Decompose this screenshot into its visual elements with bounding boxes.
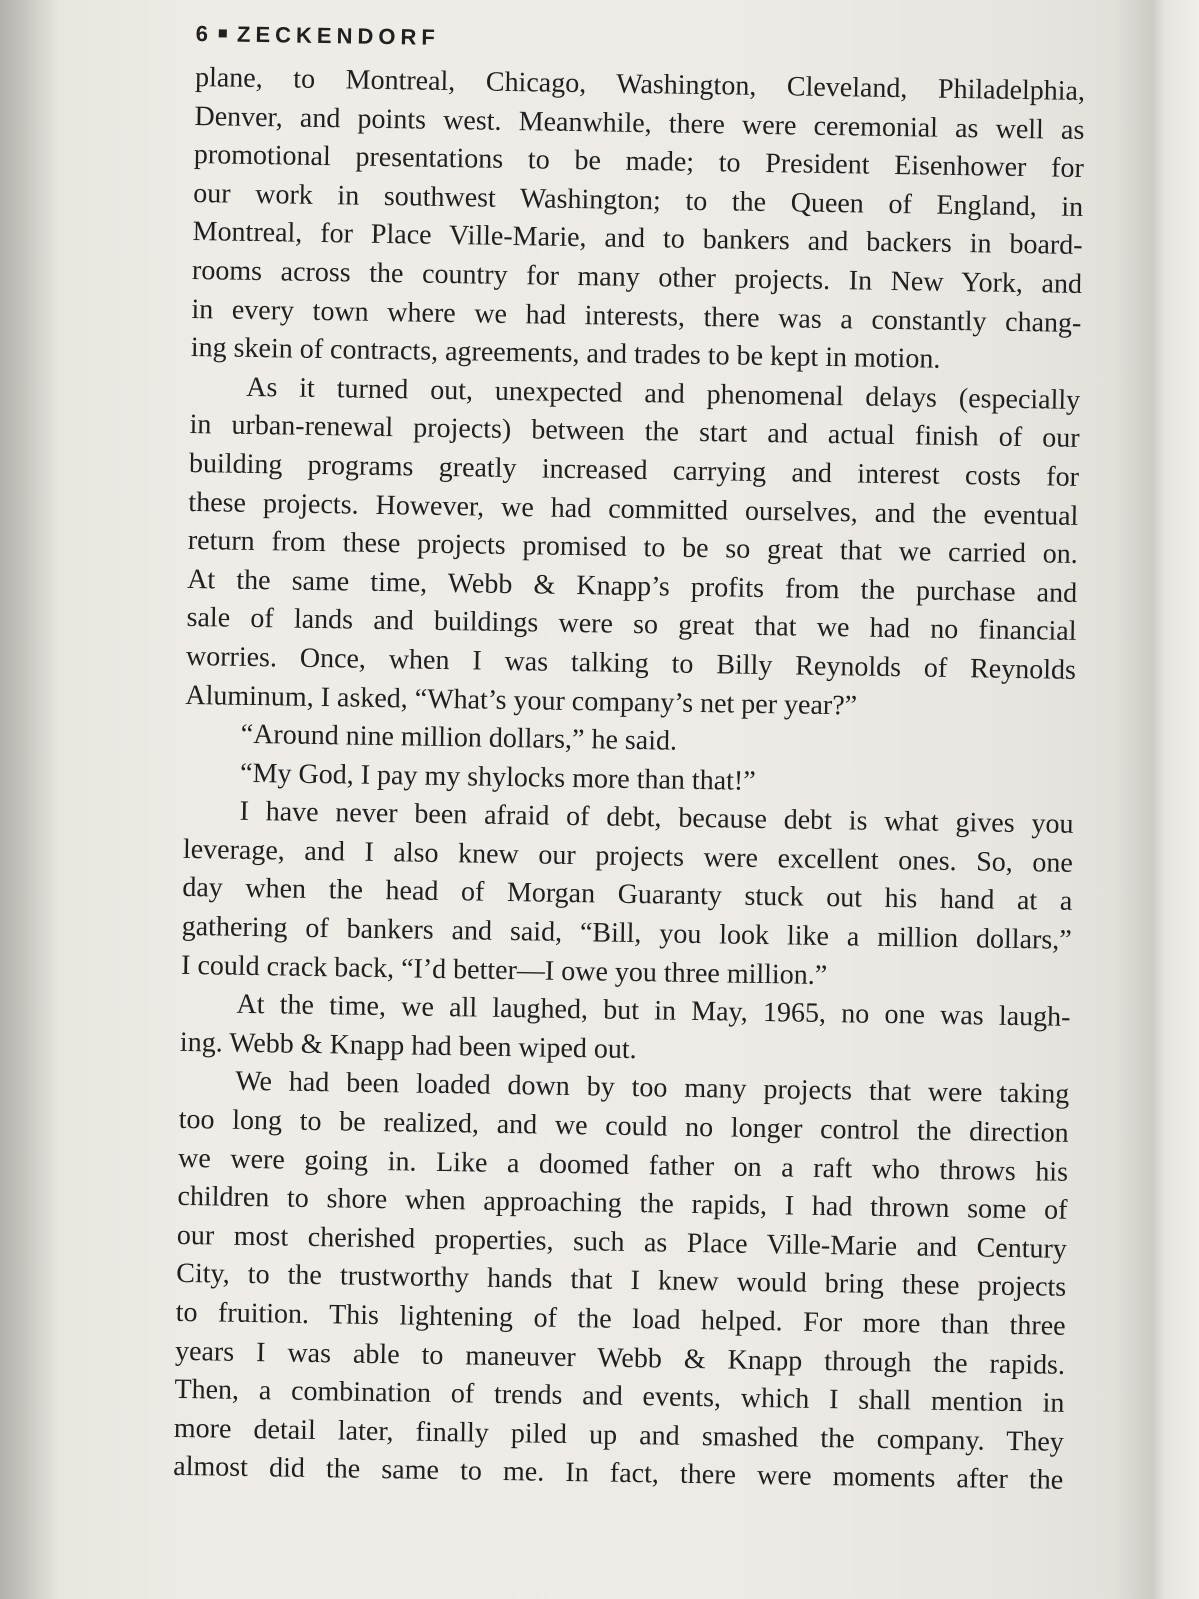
text-line: years I was able to maneuver Webb & Knapp through the rapids. <box>174 1335 1066 1381</box>
text-line: As it turned out, unexpected and phenomenal delays (especially <box>245 371 1081 416</box>
text-line: in every town where we had interests, there was a constantly chang- <box>191 293 1082 339</box>
text-line: Then, a combination of trends and events, which I shall mention in <box>174 1374 1065 1419</box>
text-line: our most cherished properties, such as Place Ville-Marie and Century <box>176 1219 1068 1265</box>
text-line: At the time, we all laughed, but in May, 1965, no one was laugh- <box>236 989 1071 1034</box>
text-line: leverage, and I also knew our projects were excellent ones. So, one <box>182 833 1074 879</box>
text-line: Denver, and points west. Meanwhile, there were ceremonial as well as <box>194 100 1085 146</box>
text-line: in urban-renewal projects) between the start and actual finish of our <box>189 409 1080 455</box>
page-text <box>173 20 1086 1501</box>
text-line: I could crack back, “I’d better—I owe you three million.” <box>180 949 828 991</box>
text-line: worries. Once, when I was talking to Billy Reynolds of Reynolds <box>185 640 1077 686</box>
page-gutter-shadow <box>0 0 60 1599</box>
text-line: Aluminum, I asked, “What’s your company’s net per year?” <box>185 679 858 721</box>
text-line: return from these projects promised to be so great that we carried on. <box>187 525 1078 571</box>
text-line: to fruition. This lightening of the load helped. For more than three <box>175 1296 1066 1342</box>
text-line: sale of lands and buildings were so great that we had no financial <box>186 602 1077 648</box>
text-line: these projects. However, we had committed ourselves, and the eventual <box>188 486 1079 532</box>
page-edge <box>1114 0 1199 1599</box>
text-line: our work in southwest Washington; to the Queen of England, in <box>193 177 1084 223</box>
separator-square-icon <box>219 30 227 38</box>
text-line: rooms across the country for many other projects. In New York, and <box>191 254 1083 300</box>
text-line: City, to the trustworthy hands that I knew would bring these projects <box>176 1258 1067 1304</box>
text-line: ing skein of contracts, agreements, and trades to be kept in motion. <box>190 332 941 375</box>
text-line: plane, to Montreal, Chicago, Washington, Cleveland, Philadelphia, <box>194 61 1086 107</box>
text-line: too long to be realized, and we could no longer control the direction <box>178 1103 1069 1149</box>
text-line: “My God, I pay my shylocks more than that!” <box>239 757 756 797</box>
text-line: We had been loaded down by too many projects that were taking <box>235 1066 1070 1111</box>
text-line: I have never been afraid of debt, because debt is what gives you <box>239 796 1074 841</box>
text-line: day when the head of Morgan Guaranty stuck out his hand at a <box>182 872 1073 918</box>
text-line: ing. Webb & Knapp had been wiped out. <box>179 1026 637 1065</box>
text-line: more detail later, finally piled up and smashed the company. They <box>173 1412 1065 1458</box>
text-line: “Around nine million dollars,” he said. <box>240 718 678 757</box>
text-line: almost did the same to me. In fact, there were moments after the <box>173 1451 1064 1497</box>
running-title: ZECKENDORF <box>236 21 440 50</box>
text-line: building programs greatly increased carrying and interest costs for <box>188 447 1080 493</box>
text-line: promotional presentations to be made; to President Eisenhower for <box>193 139 1085 185</box>
text-line: Montreal, for Place Ville-Marie, and to bankers and backers in board- <box>192 216 1083 262</box>
text-line: gathering of bankers and said, “Bill, you look like a million dollars,” <box>181 910 1072 956</box>
text-line: children to shore when approaching the rapids, I had thrown some of <box>177 1181 1068 1227</box>
text-line: we were going in. Like a doomed father on a raft who throws his <box>177 1142 1069 1188</box>
page-number: 6 <box>195 20 214 47</box>
text-line: At the same time, Webb & Knapp’s profits from the purchase and <box>186 563 1078 609</box>
running-head <box>196 20 1086 62</box>
